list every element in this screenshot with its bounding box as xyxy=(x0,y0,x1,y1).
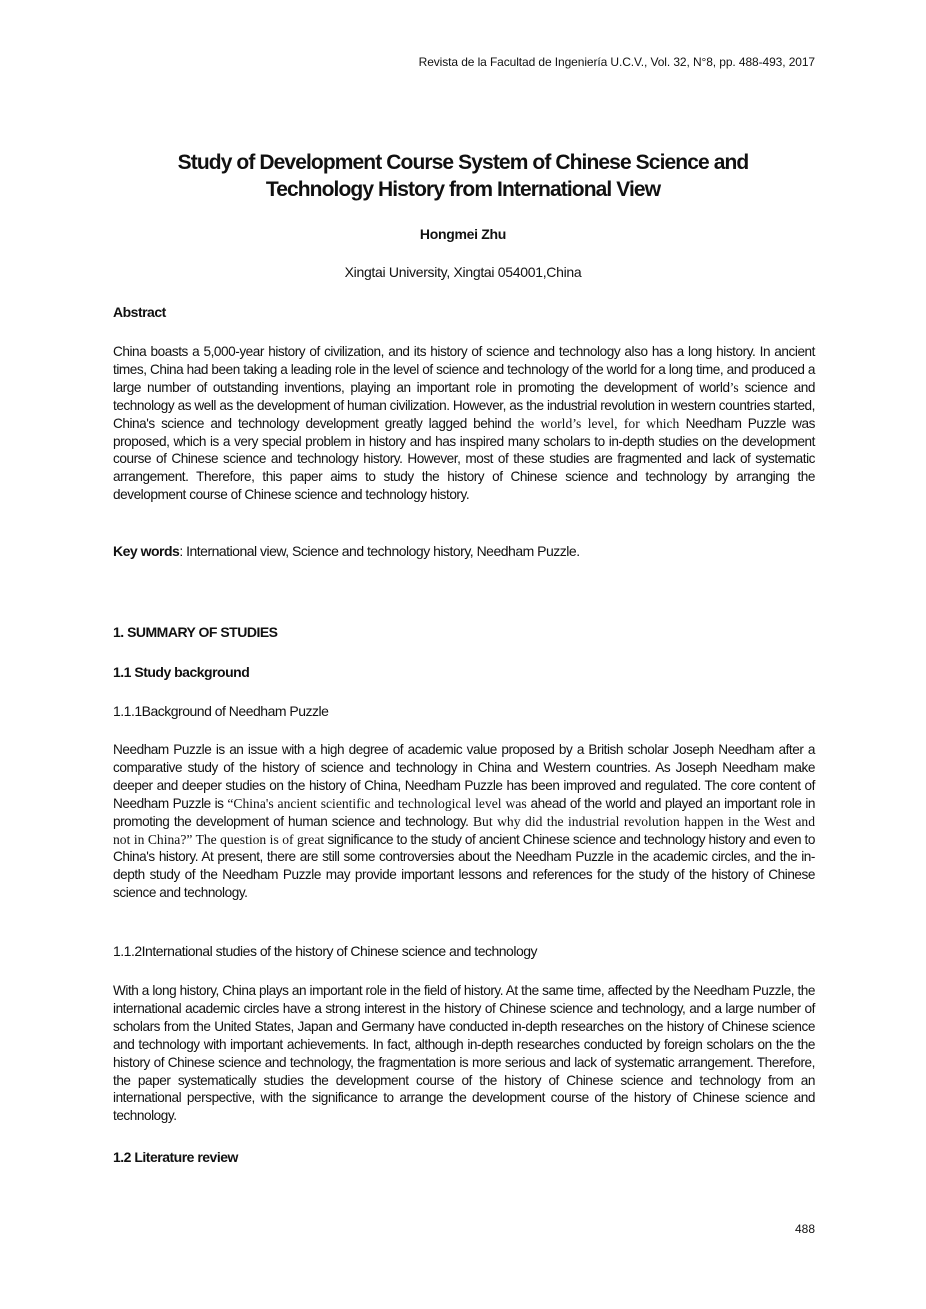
subsubsection-heading: 1.1.1Background of Needham Puzzle xyxy=(113,703,329,719)
page-number: 488 xyxy=(794,1222,815,1236)
paragraph xyxy=(113,741,815,902)
paragraph-part: significance to the study of ancient Chinese science and technology history and even to China's history. At present, there are still some controversies about the Needham Puzzle in the academic circles, and the in-depth study of the Needham Puzzle may provide important lessons and references for the study of the history of Chinese science and technology. xyxy=(113,831,815,901)
abstract-part: the world’s level, for which xyxy=(517,415,680,431)
abstract-heading: Abstract xyxy=(113,304,166,320)
abstract-part: Needham Puzzle was proposed, which is a very special problem in history and has inspired many scholars to in-depth studies on the development course of Chinese science and technology history. However, most of these studies are fragmented and lack of systematic arrangement. Therefore, this paper aims to study the history of Chinese science and technology by arranging the development course of Chinese science and technology history. xyxy=(113,415,816,503)
journal-header: Revista de la Facultad de Ingeniería U.C.V., Vol. 32, N°8, pp. 488-493, 2017 xyxy=(418,55,815,69)
section-heading: 1. SUMMARY OF STUDIES xyxy=(113,624,278,640)
title-line-2: Technology History from International View xyxy=(265,178,661,201)
keywords-text: : International view, Science and technology history, Needham Puzzle. xyxy=(179,543,580,559)
affiliation: Xingtai University, Xingtai 054001,China xyxy=(344,264,582,280)
abstract-text xyxy=(113,343,815,504)
paper-title xyxy=(100,149,826,203)
title-line-1: Study of Development Course System of Chinese Science and xyxy=(177,151,749,174)
abstract-part: China boasts a 5,000-year history of civilization, and its history of science and technology also has a long history. In ancient times, China had been taking a leading role in the level of science and technology of the world for a long time, and produced a large number of outstanding inventions, playing an important role in promoting the development of world xyxy=(113,344,815,395)
subsubsection-heading: 1.1.2International studies of the history of Chinese science and technology xyxy=(113,943,538,959)
abstract-part: science and technology as well as the development of human civilization. However, as the industrial revolution in western countries started, China's science and technology development greatly lagged behind xyxy=(113,379,815,431)
paragraph-part: But why did the industrial revolution happen in the West and not in China?” The question is of great xyxy=(113,813,815,847)
keywords-label: Key words xyxy=(113,543,180,559)
abstract-part: ’s xyxy=(729,379,739,395)
paragraph: With a long history, China plays an important role in the field of history. At the same time, affected by the Needham Puzzle, the international academic circles have a strong interest in the history of Chinese science and technology, and a large number of scholars from the United States, Japan and Germany have conducted in-depth researches on the history of Chinese science and technology with important achievements. In fact, although in-depth researches conducted by foreign scholars on the the history of Chinese science and technology, the fragmentation is more serious and lack of systematic arrangement. Therefore, the paper systematically studies the development course of the history of Chinese science and technology from an international perspective, with the significance to arrange the development course of the history of Chinese science and technology. xyxy=(113,983,815,1124)
keywords xyxy=(113,543,580,559)
paragraph-part: Needham Puzzle is an issue with a high degree of academic value proposed by a British scholar Joseph Needham after a comparative study of the history of science and technology in China and Western countries. As Joseph Needham make deeper and deeper studies on the history of China, Needham Puzzle has been improved and regulated. The core content of Needham Puzzle is xyxy=(113,742,815,811)
paragraph-part: “China's ancient scientific and technological level was xyxy=(227,795,527,811)
author: Hongmei Zhu xyxy=(419,226,507,242)
paragraph-part: ahead of the world and played an important role in promoting the development of human science and technology. xyxy=(113,795,815,829)
subsection-heading: 1.2 Literature review xyxy=(113,1149,238,1165)
subsection-heading: 1.1 Study background xyxy=(113,664,250,680)
